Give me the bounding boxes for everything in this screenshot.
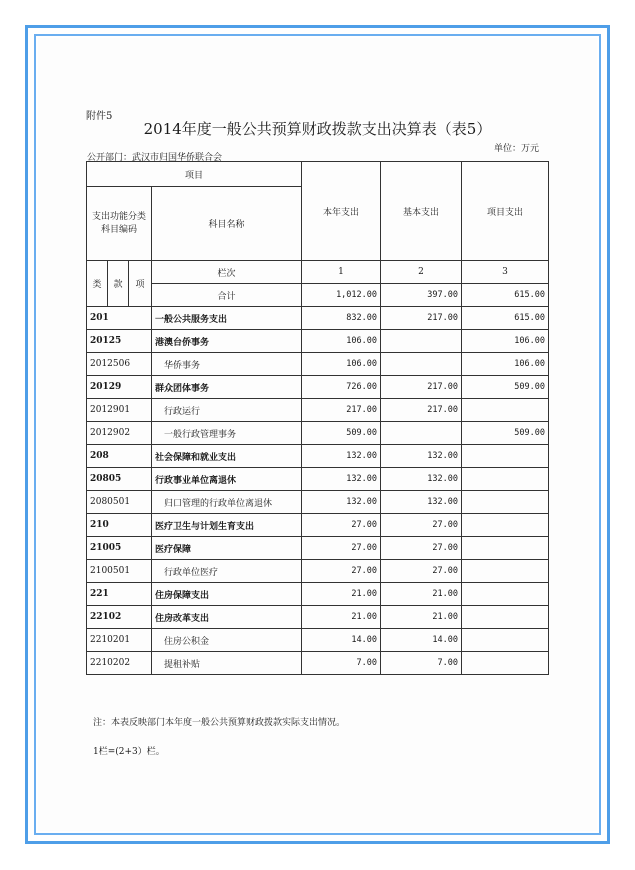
row-basic [381,353,462,376]
row-total: 27.00 [302,560,381,583]
row-total: 7.00 [302,652,381,675]
row-basic [381,422,462,445]
row-project [462,514,549,537]
row-code: 2210201 [87,629,152,652]
row-project: 615.00 [462,307,549,330]
row-code: 2012506 [87,353,152,376]
row-basic: 132.00 [381,491,462,514]
row-name: 住房改革支出 [152,606,302,629]
row-name: 住房公积金 [152,629,302,652]
table-row [87,330,549,353]
row-total: 27.00 [302,537,381,560]
row-total: 27.00 [302,514,381,537]
table-row [87,652,549,675]
table-row [87,445,549,468]
header-lanci: 栏次 [152,261,302,284]
table-row [87,537,549,560]
row-code: 210 [87,514,152,537]
unit-label: 单位：万元 [493,144,539,154]
expenditure-table [86,161,549,675]
row-basic: 217.00 [381,376,462,399]
row-code: 201 [87,307,152,330]
row-total: 726.00 [302,376,381,399]
row-code: 20125 [87,330,152,353]
row-basic: 21.00 [381,606,462,629]
row-total: 106.00 [302,353,381,376]
header-col-total: 本年支出 [302,162,381,261]
footnote-2: 1栏=(2+3）栏。 [93,747,165,757]
row-total: 832.00 [302,307,381,330]
row-name: 行政运行 [152,399,302,422]
row-name: 港澳台侨事务 [152,330,302,353]
row-name: 提租补贴 [152,652,302,675]
row-total: 509.00 [302,422,381,445]
row-code: 2012902 [87,422,152,445]
total-row-project: 615.00 [462,284,549,307]
row-basic: 132.00 [381,445,462,468]
row-project [462,491,549,514]
row-code: 21005 [87,537,152,560]
total-row-basic: 397.00 [381,284,462,307]
row-code: 2100501 [87,560,152,583]
header-name-label: 科目名称 [152,187,302,261]
table-row [87,422,549,445]
table-row [87,353,549,376]
row-basic: 21.00 [381,583,462,606]
table-row [87,491,549,514]
row-name: 医疗卫生与计划生育支出 [152,514,302,537]
table-row [87,468,549,491]
header-index-2: 2 [381,261,462,284]
table-row [87,629,549,652]
table-row [87,376,549,399]
header-kuan: 款 [108,261,129,307]
row-total: 132.00 [302,468,381,491]
table-row [87,514,549,537]
row-project [462,468,549,491]
row-name: 住房保障支出 [152,583,302,606]
row-name: 一般行政管理事务 [152,422,302,445]
header-index-1: 1 [302,261,381,284]
row-name: 行政单位医疗 [152,560,302,583]
row-project: 509.00 [462,376,549,399]
table-row [87,606,549,629]
row-code: 22102 [87,606,152,629]
header-lei: 类 [87,261,108,307]
header-col-project: 项目支出 [462,162,549,261]
page-title: 2014年度一般公共预算财政拨款支出决算表（表5） [143,120,492,138]
row-basic: 27.00 [381,560,462,583]
department-label: 公开部门：武汉市归国华侨联合会 [87,153,223,163]
row-name: 华侨事务 [152,353,302,376]
row-project [462,560,549,583]
attachment-label: 附件5 [86,111,113,122]
row-code: 2080501 [87,491,152,514]
row-total: 21.00 [302,606,381,629]
row-project [462,606,549,629]
row-project [462,445,549,468]
row-basic: 217.00 [381,399,462,422]
row-basic: 27.00 [381,514,462,537]
row-code: 20129 [87,376,152,399]
row-basic: 217.00 [381,307,462,330]
row-project [462,629,549,652]
total-row-label: 合计 [152,284,302,307]
header-item: 项目 [87,162,302,187]
row-code: 2012901 [87,399,152,422]
row-total: 217.00 [302,399,381,422]
row-code: 20805 [87,468,152,491]
row-project: 106.00 [462,353,549,376]
row-project: 509.00 [462,422,549,445]
table-row [87,560,549,583]
row-name: 医疗保障 [152,537,302,560]
table-row [87,399,549,422]
row-name: 群众团体事务 [152,376,302,399]
row-basic: 27.00 [381,537,462,560]
row-name: 一般公共服务支出 [152,307,302,330]
row-total: 14.00 [302,629,381,652]
row-basic: 7.00 [381,652,462,675]
row-basic: 14.00 [381,629,462,652]
row-total: 132.00 [302,445,381,468]
row-basic [381,330,462,353]
header-col-basic: 基本支出 [381,162,462,261]
header-code-label: 支出功能分类科目编码 [87,187,152,261]
table-row [87,583,549,606]
row-code: 221 [87,583,152,606]
row-project [462,583,549,606]
row-code: 208 [87,445,152,468]
row-project: 106.00 [462,330,549,353]
row-project [462,652,549,675]
row-basic: 132.00 [381,468,462,491]
header-xiang: 项 [129,261,152,307]
table-row [87,307,549,330]
header-index-3: 3 [462,261,549,284]
row-name: 归口管理的行政单位离退休 [152,491,302,514]
row-total: 21.00 [302,583,381,606]
row-name: 行政事业单位离退休 [152,468,302,491]
footnote-1: 注：本表反映部门本年度一般公共预算财政拨款实际支出情况。 [93,718,346,728]
row-project [462,537,549,560]
row-project [462,399,549,422]
row-name: 社会保障和就业支出 [152,445,302,468]
row-code: 2210202 [87,652,152,675]
total-row-total: 1,012.00 [302,284,381,307]
row-total: 132.00 [302,491,381,514]
row-total: 106.00 [302,330,381,353]
